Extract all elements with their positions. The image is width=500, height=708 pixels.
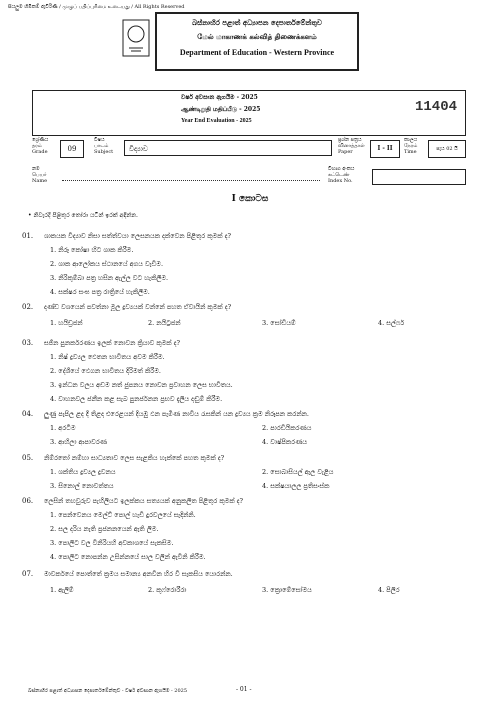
- name-label: නම பெயர் Name: [32, 166, 48, 184]
- department-logo-icon: [121, 18, 151, 58]
- answer-option[interactable]: 2. සල දරිය නැති ප්‍රජනනයෙන් ඇති ලිම.: [50, 525, 159, 533]
- answer-option[interactable]: 1. ඇලිම්: [50, 586, 74, 594]
- answer-option[interactable]: 1. පෙන්වෙනය මෙල්ට් පොල් හැඩි දුරවලයේ සැදින්නි.: [50, 511, 196, 519]
- question-text: සජීන පුනර්කරණය ඉලක් නොවන ක්‍රියාව කුමක් ද?: [44, 339, 180, 347]
- answer-option[interactable]: 3. සිනොල් නොවත්තය: [50, 482, 114, 490]
- answer-option[interactable]: 2. ශාක ආලෝකය ස්ථානයේ අගය වැඩීම.: [50, 260, 164, 268]
- grade-value: 09: [60, 140, 84, 158]
- page-number: - 01 -: [236, 686, 252, 693]
- header-box: [155, 12, 359, 71]
- answer-option[interactable]: 2. නයිට්‍රජන්: [148, 319, 181, 327]
- answer-option[interactable]: 3. ඉන්ධන වලය අඩම නත් ජුපනය නොවන ප්‍රවාහන ලෙස භාවිතය.: [50, 381, 233, 389]
- question-text: දණ්ඩ වශයෙන් පවත්නා මූල ද්‍රව්‍යයක් වන්නේ පහත ඒවායින් කුමක් ද?: [44, 303, 232, 311]
- evaluation-title-en: Year End Evaluation - 2025: [181, 118, 252, 124]
- department-name-en: Department of Education - Western Province: [179, 48, 335, 57]
- question-number: 07.: [22, 570, 34, 578]
- answer-option[interactable]: 2. කුෆ්රොරීරා: [148, 586, 187, 594]
- question-text: ලුණු පැපිල ළද දී තිළද එරෙළයන් දියඹු ඵන පැමිණ නාවිය රැසකින් යන ද්‍රව්‍යය ක්‍රම නිරූපන කරන්න.: [44, 410, 309, 418]
- footer-text: බස්නාහිර පළාත් අධ්‍යාපන දෙපාර්තමේන්තුව - වර්ෂ අවසාන ඇගයීම - 2025: [28, 688, 188, 694]
- answer-option[interactable]: 4. සල්ෆර්: [378, 319, 405, 327]
- paper-label: ප්‍රශ්න පත්‍රය வினாத்தாள் Paper: [338, 137, 365, 155]
- answer-option[interactable]: 2. පාරඩියිකරණය: [262, 424, 312, 432]
- question-text: නිම්රතෝ නම්හා සාධ්‍යතාව ලෙස සැළකිය හැක්කේ පහත කුමක් ද?: [44, 454, 225, 462]
- answer-option[interactable]: 2. දේශීයේ ඵෙගන භාවිතය දිරිමත් කිරීම.: [50, 367, 161, 375]
- question-number: 03.: [22, 339, 34, 347]
- department-name-si: බස්නාහිර පළාත් අධ්‍යාපන දෙපාර්තමේන්තුව: [192, 18, 322, 27]
- subject-value: විද්‍යාව: [124, 140, 332, 156]
- answer-option[interactable]: 4. වාහනවල ජනීන කළ සැබ පුනර්ජනන ප්‍රභව දැලිය දඬුම් කිරීම.: [50, 395, 223, 403]
- time-value: පැය 02 යි: [428, 140, 466, 158]
- evaluation-title-si: වර්ෂ අවසාන ඇගයීම - 2025: [181, 94, 258, 101]
- name-row: [32, 166, 464, 188]
- copyright-notice: සියලුම හිමිකම් ඇවිරිණි / முழுப் பதிப்புரிமை உடையது / All Rights Reserved: [8, 4, 185, 10]
- subject-label: විෂය பாடம் Subject: [94, 137, 114, 155]
- index-number-field[interactable]: [372, 169, 466, 185]
- question-number: 06.: [22, 497, 34, 505]
- question-number: 04.: [22, 410, 34, 418]
- question-text: මාවර්කයේ පොත්තේ ක්‍රමය සමාන්‍ය අනවින හිර වි සැකසිය යොරන්න.: [44, 570, 233, 578]
- instruction: • නිවැරදි පිළිතුර තෝරා යටින් ඉරක් අඳින්න.: [28, 212, 138, 219]
- answer-option[interactable]: 1. අරටිම: [50, 424, 76, 432]
- answer-option[interactable]: 1. නිරූ කෝෂා හිට ශාක කිරීම.: [50, 246, 134, 254]
- question-text: ශාකයක විද්‍යාව නිසා සත්ත්වයා ලෙසනයක දක්වෙන පිළිතුර කුමක් ද?: [44, 232, 231, 240]
- evaluation-title-ta: ஆண்டிறுதி மதிப்பீடு - 2025: [181, 106, 261, 113]
- answer-option[interactable]: 3. පොලිට වල විනිරියහි අවකාශයේ සැකසිම.: [50, 539, 174, 547]
- answer-option[interactable]: 1. හයිඩ්‍රජන්: [50, 319, 83, 327]
- question-number: 01.: [22, 232, 34, 240]
- answer-option[interactable]: 3. නිරිකුම්බා පත්‍ර හසින ඇල්ල වට හැකිලීම.: [50, 274, 169, 282]
- question-number: 02.: [22, 303, 34, 311]
- answer-option[interactable]: 4. පිලිර: [378, 586, 400, 594]
- grade-label: ශ්‍රේණිය தரம் Grade: [32, 137, 49, 155]
- section-title: I කොටස: [231, 194, 269, 204]
- answer-option[interactable]: 1. නිෂ් ද්‍රව්‍යල ඵෙතන භාවිතය අවම කිරීම.: [50, 353, 165, 361]
- department-name-ta: மேல் மாகாணக் கல்வித் திணைக்களம்: [197, 32, 317, 41]
- answer-option[interactable]: 4. සක්ෂයාලල ප්‍රතිසංස්ක: [262, 482, 330, 490]
- answer-option[interactable]: 4. වාෂ්පිකරණය: [262, 438, 308, 446]
- question-text: ලෙසින් තහවුරුව පැහිලියට ඉලක්කය සත්‍යයක් අනුකලිත පිළිතුර කුමක් ද?: [44, 497, 244, 505]
- evaluation-box: [32, 90, 466, 136]
- answer-option[interactable]: 1. ශක්තිය ද්‍රව්‍යල ද්‍රවනය: [50, 468, 116, 476]
- question-number: 05.: [22, 454, 34, 462]
- answer-option[interactable]: 4. සක්ෂර සංඝ පත්‍ර රාත්‍රියේ හැකිලීම.: [50, 288, 150, 296]
- stamp-number: 11404: [414, 99, 457, 115]
- index-label: විභාග අංකය சுட்டெண் Index No.: [328, 166, 355, 184]
- answer-option[interactable]: 3. ආහිලා ආපාවරණ: [50, 438, 107, 446]
- answer-option[interactable]: 4. පොලිට නොපන්න උසින්නයේ සාල වලින් ඇවිනි කිරීම.: [50, 553, 206, 561]
- answer-option[interactable]: 3. ක්‍රොමේසෝමය: [262, 586, 312, 594]
- answer-option[interactable]: 3. සෝඩියම්: [262, 319, 296, 327]
- answer-option[interactable]: 2. සොබාසියල් ඇල වැළිය: [262, 468, 334, 476]
- time-label: කාලය நேரம் Time: [404, 137, 418, 155]
- paper-value: I - II: [370, 140, 400, 158]
- info-row: [32, 136, 464, 164]
- name-field[interactable]: [62, 180, 320, 181]
